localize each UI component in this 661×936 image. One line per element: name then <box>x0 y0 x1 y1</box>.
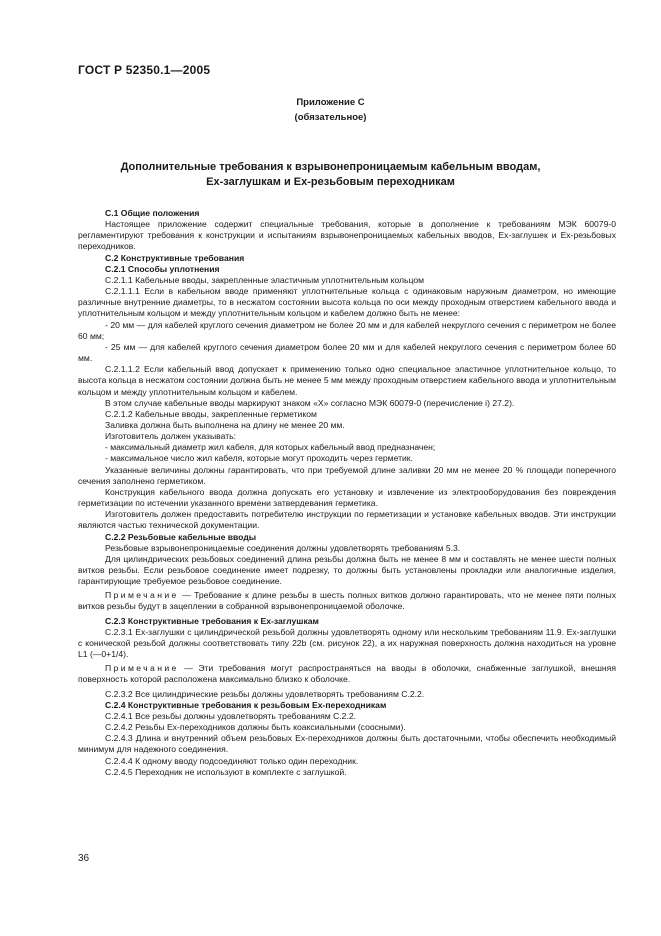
annex-heading <box>0 96 661 125</box>
note-label: Примечание <box>105 590 179 601</box>
section-title-line-2: Ex-заглушкам и Ex-резьбовым переходникам <box>206 176 455 188</box>
body-paragraph: - максимальное число жил кабеля, которые могут проходить через герметик. <box>105 453 413 464</box>
body-paragraph: Изготовитель должен предоставить потребителю инструкции по герметизации и установке кабельных вводов. Эти инструкции являются частью технической документации. <box>78 509 616 531</box>
section-heading: С.2.2 Резьбовые кабельные вводы <box>105 531 257 542</box>
body-paragraph: Изготовитель должен указывать: <box>105 431 237 442</box>
body-paragraph: Настоящее приложение содержит специальные требования, которые в дополнение к требованиям МЭК 60079-0 регламентируют требования к конструкции и испытаниям взрывонепроницаемых кабельных вводов, Ex-заглушек и Ex-резьбовых переходников. <box>78 219 616 252</box>
body-paragraph: С.2.4.2 Резьбы Ex-переходников должны быть коаксиальными (соосными). <box>105 722 406 733</box>
body-paragraph: С.2.1.1 Кабельные вводы, закрепленные эластичным уплотнительным кольцом <box>105 274 425 285</box>
document-code: ГОСТ Р 52350.1—2005 <box>78 63 211 77</box>
section-heading: С.2.4 Конструктивные требования к резьбовым Ex-переходникам <box>105 699 387 710</box>
annex-title: Приложение С <box>296 97 365 108</box>
section-title <box>0 160 661 190</box>
body-paragraph: В этом случае кабельные вводы маркируют знаком «Х» согласно МЭК 60079-0 (перечисление і) 27.2). <box>105 397 515 408</box>
section-heading: С.2.3 Конструктивные требования к Ex-заглушкам <box>105 615 319 626</box>
note-label: Примечание <box>105 663 179 674</box>
body-paragraph: Заливка должна быть выполнена на длину не менее 20 мм. <box>105 419 345 430</box>
body-paragraph: С.2.1.1.2 Если кабельный ввод допускает к применению только одно специальное эластичное уплотнительное кольцо, то высота кольца в несжатом состоянии должна быть не менее 5 мм между проходным отверстием кабельного ввода и уплотнительным кольцом и между уплотнительным кольцом и кабелем. <box>78 364 617 397</box>
note-paragraph <box>78 663 616 685</box>
body-paragraph: - 25 мм — для кабелей круглого сечения диаметром более 20 мм и для кабелей некруглого сечения с периметром более 60 мм. <box>78 341 616 364</box>
body-paragraph: Для цилиндрических резьбовых соединений длина резьбы должна быть не менее 8 мм и составлять не менее шести полных витков резьбы. Если резьбовое соединение имеет подрезку, то должны быть установлены прокладки или аналогичные изделия, гарантирующие требуемое резьбовое соединение. <box>78 553 616 587</box>
body-paragraph: - 20 мм — для кабелей круглого сечения диаметром не более 20 мм и для кабелей некруглого сечения с периметром не более 60 мм; <box>78 319 616 341</box>
body-text <box>78 208 616 778</box>
body-paragraph: С.2.3.2 Все цилиндрические резьбы должны удовлетворять требованиям С.2.2. <box>105 688 425 699</box>
section-title-line-1: Дополнительные требования к взрывонепроницаемым кабельным вводам, <box>120 161 541 173</box>
note-text: — Требование к длине резьбы в шесть полных витков должно гарантировать, что не менее пяти полных витков резьбы будут в зацеплении в собранной взрывонепроницаемой оболочке. <box>78 590 616 612</box>
body-paragraph: Резьбовые взрывонепроницаемые соединения должны удовлетворять требованиям 5.3. <box>105 542 461 553</box>
body-paragraph: - максимальный диаметр жил кабеля, для которых кабельный ввод предназначен; <box>105 442 436 453</box>
page-number: 36 <box>78 853 90 864</box>
note-paragraph <box>78 590 616 612</box>
body-paragraph: С.2.1.2 Кабельные вводы, закрепленные герметиком <box>105 408 317 419</box>
body-paragraph: С.2.4.3 Длина и внутренний объем резьбовых Ex-переходников должны быть достаточными, чтобы обеспечить необходимый минимум для надежного соединения. <box>78 733 616 755</box>
annex-status: (обязательное) <box>294 111 367 123</box>
body-paragraph: С.2.4.4 К одному вводу подсоединяют только один переходник. <box>105 755 359 766</box>
section-heading: С.1 Общие положения <box>105 208 200 218</box>
section-heading: С.2.1 Способы уплотнения <box>105 263 220 274</box>
section-heading: С.2 Конструктивные требования <box>105 252 245 263</box>
body-paragraph: С.2.4.5 Переходник не используют в комплекте с заглушкой. <box>105 766 347 777</box>
body-paragraph: С.2.1.1.1 Если в кабельном вводе применяют уплотнительные кольца с одинаковым наружным диаметром, но имеющие различные внутренние диаметры, то в несжатом состоянии высота кольца по оси между проходным отверстием кабельного ввода и уплотнительным кольцом и между уплотнительным кольцом и кабелем должно быть не менее: <box>78 286 616 319</box>
note-text: — Эти требования могут распространяться на вводы в оболочки, снабженные заглушкой, внешняя поверхность которой расположена максимально близко к оболочке. <box>78 663 616 685</box>
body-paragraph: Конструкция кабельного ввода должна допускать его установку и извлечение из электрооборудования без повреждения герметизации по истечении указанного времени затвердевания герметика. <box>78 486 616 509</box>
body-paragraph: С.2.4.1 Все резьбы должны удовлетворять требованиям С.2.2. <box>105 710 357 721</box>
body-paragraph: Указанные величины должны гарантировать, что при требуемой длине заливки 20 мм не менее 20 % площади поперечного сечения заполнено герметиком. <box>78 464 616 486</box>
body-paragraph: С.2.3.1 Ex-заглушки с цилиндрической резьбой должны удовлетворять одному или нескольким требованиям 11.9. Ex-заглушки с конической резьбой должны соответствовать типу 22b (см. рисунок 22), а их наружная поверхность должна находиться на уровне L1 (—0+1/4). <box>78 626 616 660</box>
